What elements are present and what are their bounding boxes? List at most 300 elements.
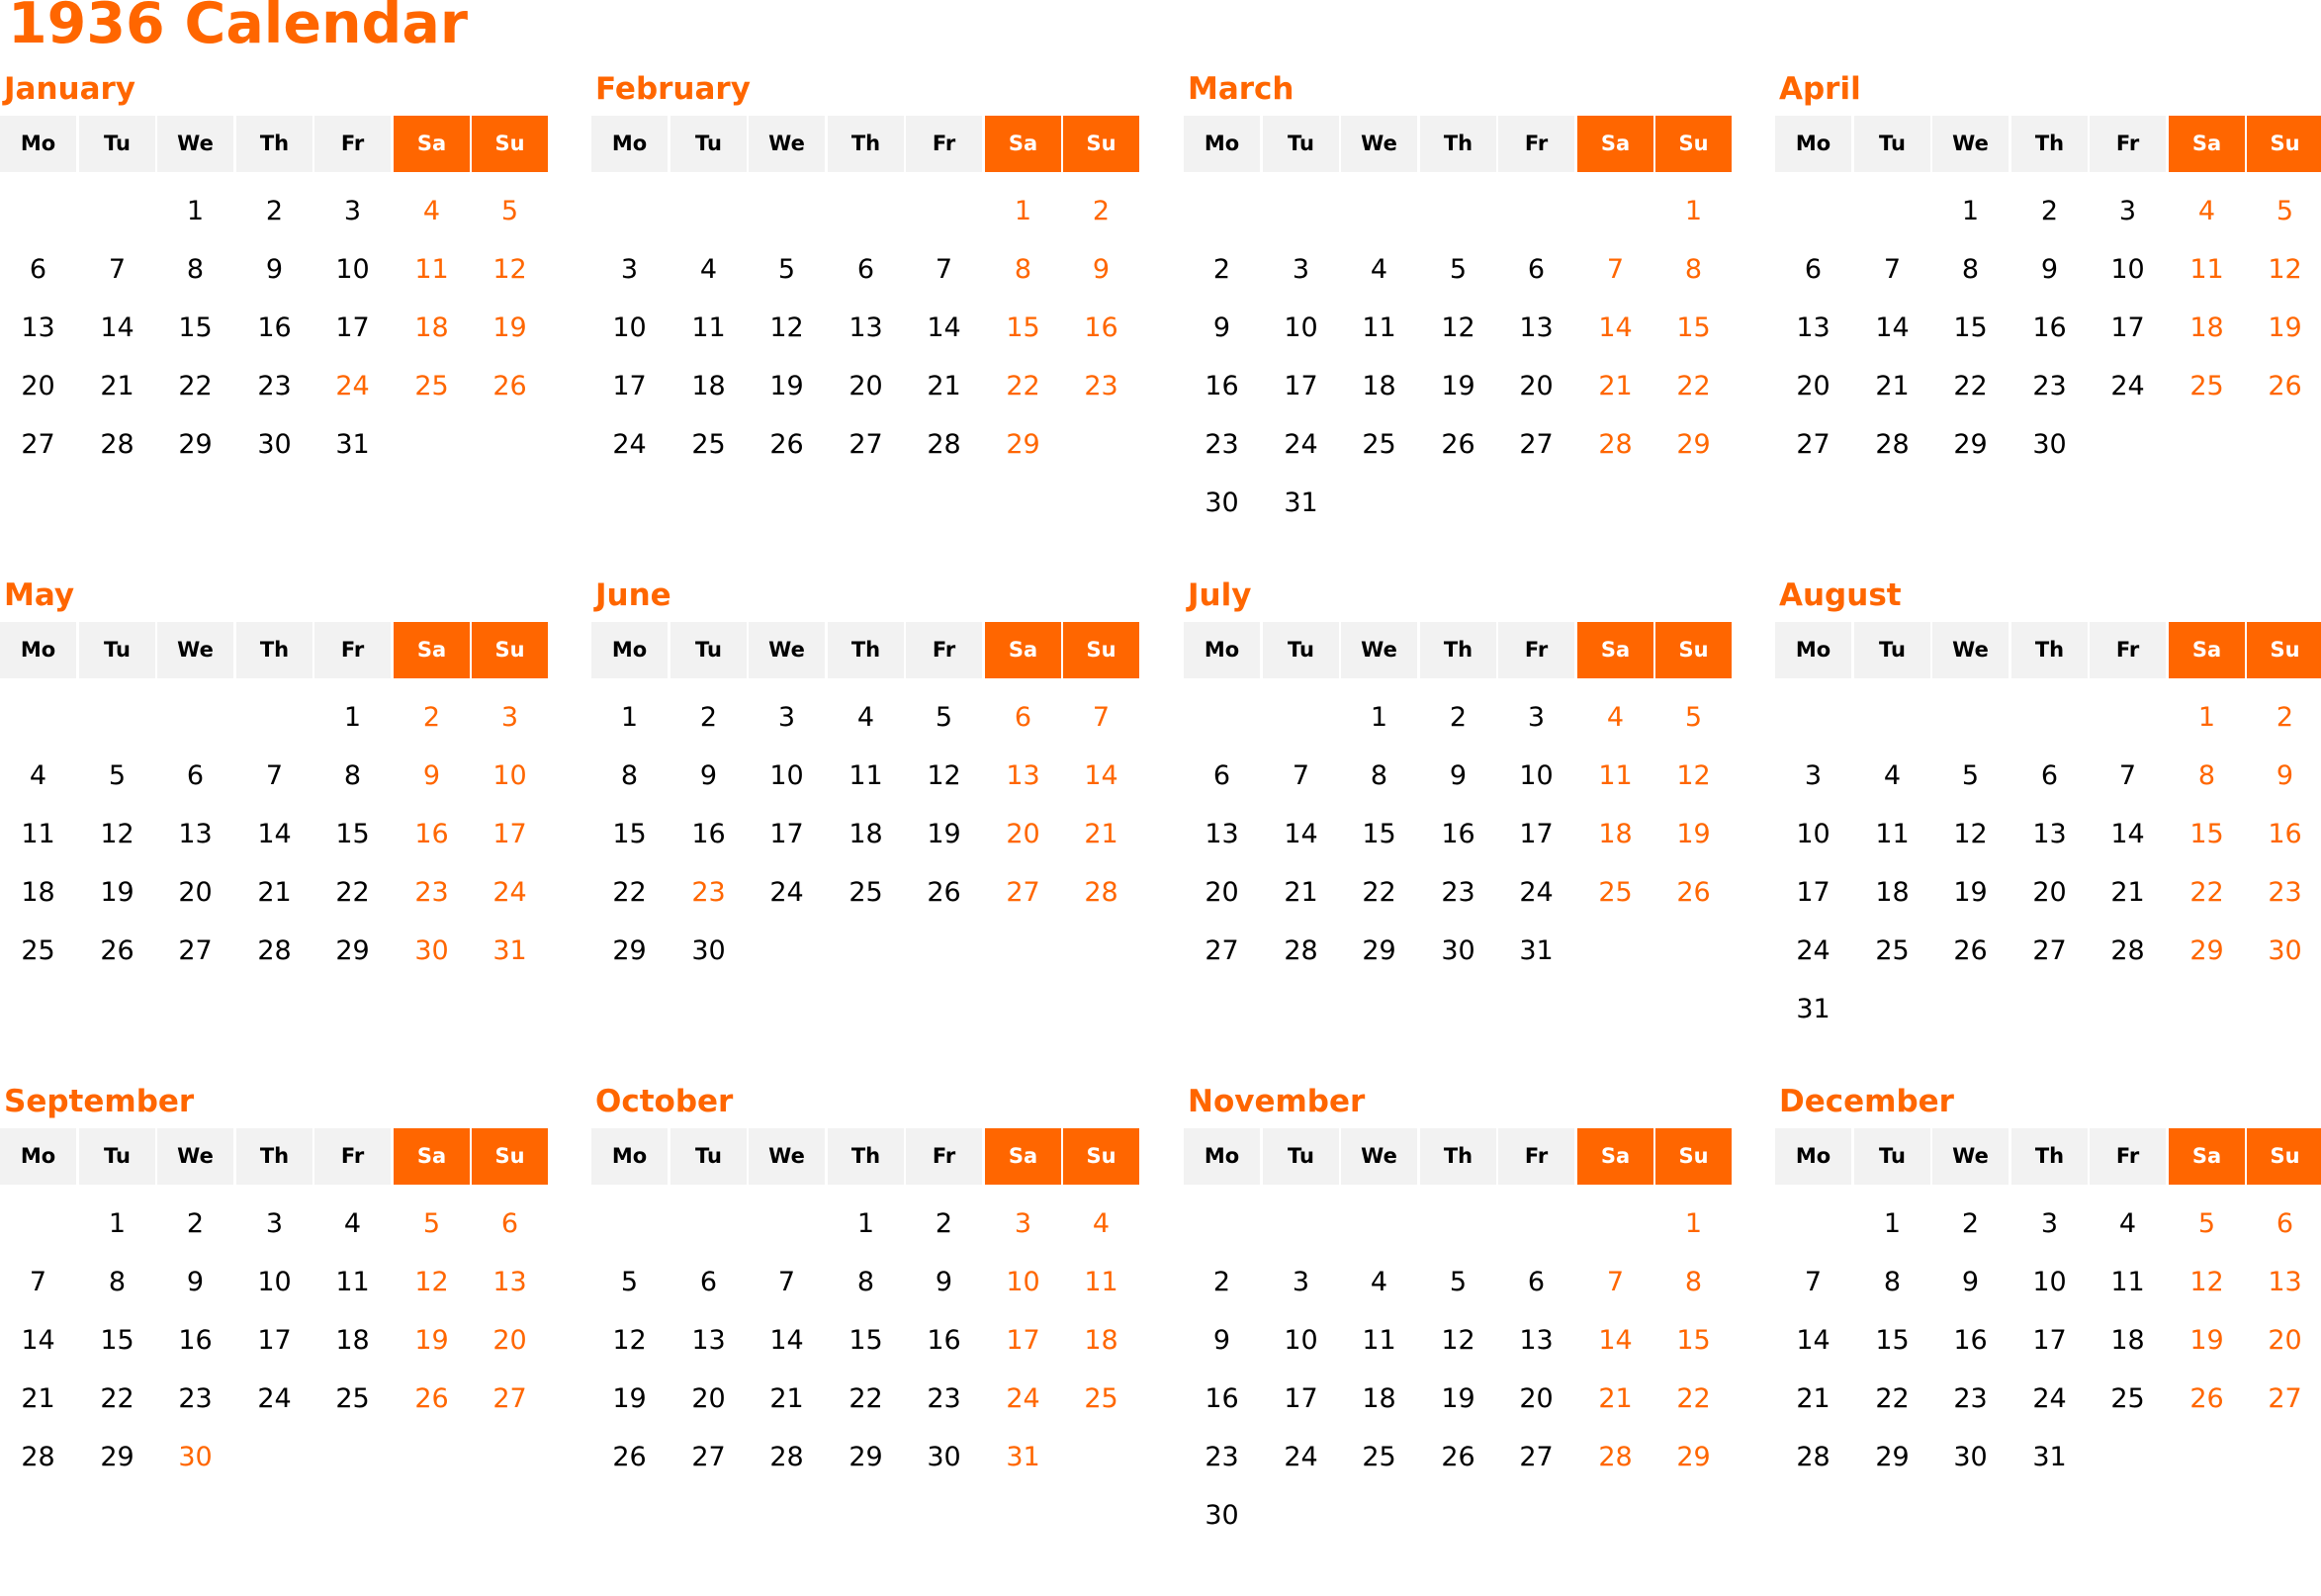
day-cell: 28: [927, 429, 961, 460]
day-cell: 18: [1598, 819, 1633, 849]
day-cell: 4: [2118, 1208, 2137, 1239]
day-cell: 29: [1953, 429, 1988, 460]
day-cell: 24: [769, 877, 804, 908]
weekday-header-sa: Sa: [2169, 622, 2245, 678]
day-cell: 5: [935, 702, 953, 733]
day-cell: 12: [1676, 760, 1711, 791]
weekday-header-th: Th: [2011, 116, 2088, 172]
day-cell: 23: [2268, 877, 2302, 908]
day-cell: 27: [1519, 429, 1554, 460]
day-cell: 11: [2189, 254, 2224, 285]
day-cell: 27: [848, 429, 883, 460]
day-cell: 21: [1598, 371, 1633, 401]
day-cell: 14: [2110, 819, 2145, 849]
day-cell: 25: [848, 877, 883, 908]
day-cell: 16: [178, 1325, 213, 1356]
day-cell: 11: [335, 1267, 370, 1297]
day-cell: 9: [1092, 254, 1111, 285]
day-cell: 18: [2189, 312, 2224, 343]
weekday-header-we: We: [1932, 1128, 2009, 1185]
day-cell: 1: [108, 1208, 127, 1239]
day-cell: 21: [257, 877, 292, 908]
day-cell: 12: [414, 1267, 449, 1297]
day-cell: 12: [1441, 312, 1475, 343]
day-cell: 29: [1875, 1442, 1910, 1472]
day-cell: 19: [492, 312, 527, 343]
weekday-header-su: Su: [2247, 622, 2321, 678]
day-cell: 7: [777, 1267, 796, 1297]
day-cell: 15: [1953, 312, 1988, 343]
weekday-header-row: [0, 622, 550, 678]
day-cell: 8: [1014, 254, 1032, 285]
day-grid: [1184, 678, 1734, 1090]
day-cell: 28: [21, 1442, 55, 1472]
day-cell: 30: [691, 935, 726, 966]
day-cell: 20: [691, 1383, 726, 1414]
weekday-header-sa: Sa: [2169, 116, 2245, 172]
day-cell: 13: [848, 312, 883, 343]
day-cell: 3: [1014, 1208, 1032, 1239]
month-name: June: [595, 577, 671, 613]
day-cell: 5: [1684, 702, 1703, 733]
day-cell: 27: [1006, 877, 1040, 908]
day-cell: 19: [1676, 819, 1711, 849]
weekday-header-mo: Mo: [591, 622, 668, 678]
weekday-header-su: Su: [2247, 116, 2321, 172]
day-cell: 12: [769, 312, 804, 343]
day-cell: 13: [1519, 1325, 1554, 1356]
day-cell: 25: [2189, 371, 2224, 401]
weekday-header-tu: Tu: [79, 622, 155, 678]
weekday-header-we: We: [1341, 1128, 1417, 1185]
weekday-header-row: [591, 116, 1141, 172]
day-cell: 11: [1084, 1267, 1118, 1297]
day-cell: 9: [699, 760, 718, 791]
day-cell: 17: [1284, 1383, 1318, 1414]
day-cell: 31: [1519, 935, 1554, 966]
day-cell: 8: [1961, 254, 1980, 285]
day-cell: 3: [1292, 1267, 1310, 1297]
day-cell: 16: [1084, 312, 1118, 343]
day-cell: 7: [2118, 760, 2137, 791]
month-name: August: [1779, 577, 1902, 613]
weekday-header-sa: Sa: [2169, 1128, 2245, 1185]
month-name: July: [1188, 577, 1252, 613]
day-cell: 27: [2032, 935, 2067, 966]
day-cell: 10: [492, 760, 527, 791]
weekday-header-fr: Fr: [2090, 116, 2166, 172]
day-cell: 29: [1362, 935, 1396, 966]
day-cell: 18: [1362, 371, 1396, 401]
day-cell: 26: [100, 935, 134, 966]
day-cell: 23: [1441, 877, 1475, 908]
day-cell: 15: [178, 312, 213, 343]
weekday-header-fr: Fr: [2090, 622, 2166, 678]
day-cell: 8: [1883, 1267, 1902, 1297]
weekday-header-fr: Fr: [906, 1128, 982, 1185]
day-cell: 20: [492, 1325, 527, 1356]
weekday-header-sa: Sa: [1577, 116, 1653, 172]
day-cell: 29: [848, 1442, 883, 1472]
weekday-header-th: Th: [2011, 1128, 2088, 1185]
day-cell: 24: [612, 429, 647, 460]
day-cell: 2: [265, 196, 284, 226]
day-cell: 3: [2118, 196, 2137, 226]
day-cell: 6: [2276, 1208, 2294, 1239]
day-cell: 11: [414, 254, 449, 285]
day-cell: 10: [1006, 1267, 1040, 1297]
weekday-header-su: Su: [472, 622, 548, 678]
day-cell: 19: [1441, 371, 1475, 401]
weekday-header-row: [1184, 622, 1734, 678]
day-cell: 25: [1084, 1383, 1118, 1414]
day-cell: 9: [186, 1267, 205, 1297]
day-cell: 14: [1875, 312, 1910, 343]
day-cell: 2: [699, 702, 718, 733]
day-cell: 5: [1449, 254, 1468, 285]
day-cell: 14: [257, 819, 292, 849]
day-cell: 13: [2268, 1267, 2302, 1297]
day-cell: 16: [257, 312, 292, 343]
day-cell: 10: [612, 312, 647, 343]
day-cell: 23: [691, 877, 726, 908]
weekday-header-sa: Sa: [1577, 622, 1653, 678]
day-cell: 29: [178, 429, 213, 460]
day-cell: 2: [1961, 1208, 1980, 1239]
weekday-header-row: [1775, 622, 2321, 678]
day-cell: 4: [1883, 760, 1902, 791]
weekday-header-th: Th: [1420, 622, 1496, 678]
day-cell: 25: [21, 935, 55, 966]
day-cell: 25: [2110, 1383, 2145, 1414]
day-cell: 10: [257, 1267, 292, 1297]
weekday-header-tu: Tu: [1854, 1128, 1930, 1185]
day-grid: [0, 1185, 550, 1596]
day-cell: 23: [1205, 429, 1239, 460]
month-july: [1184, 576, 1734, 1090]
day-cell: 9: [1212, 1325, 1231, 1356]
day-cell: 17: [612, 371, 647, 401]
day-cell: 14: [769, 1325, 804, 1356]
day-cell: 26: [1676, 877, 1711, 908]
day-cell: 18: [848, 819, 883, 849]
day-cell: 30: [2268, 935, 2302, 966]
day-cell: 7: [1606, 1267, 1625, 1297]
day-grid: [0, 172, 550, 583]
day-cell: 28: [1598, 429, 1633, 460]
day-cell: 13: [1519, 312, 1554, 343]
month-name: January: [4, 71, 136, 107]
day-cell: 16: [414, 819, 449, 849]
weekday-header-sa: Sa: [985, 116, 1061, 172]
weekday-header-su: Su: [1063, 1128, 1139, 1185]
weekday-header-fr: Fr: [1498, 116, 1574, 172]
day-cell: 21: [1875, 371, 1910, 401]
day-cell: 15: [1676, 1325, 1711, 1356]
day-cell: 3: [620, 254, 639, 285]
day-cell: 20: [1006, 819, 1040, 849]
page-title: 1936 Calendar: [8, 0, 468, 56]
day-cell: 21: [1284, 877, 1318, 908]
day-cell: 23: [1205, 1442, 1239, 1472]
day-cell: 22: [100, 1383, 134, 1414]
day-cell: 21: [2110, 877, 2145, 908]
day-cell: 7: [1606, 254, 1625, 285]
day-cell: 6: [1804, 254, 1823, 285]
weekday-header-fr: Fr: [314, 116, 391, 172]
day-cell: 22: [848, 1383, 883, 1414]
weekday-header-fr: Fr: [906, 116, 982, 172]
day-cell: 30: [257, 429, 292, 460]
day-cell: 10: [1519, 760, 1554, 791]
day-cell: 1: [1014, 196, 1032, 226]
day-cell: 26: [927, 877, 961, 908]
day-cell: 2: [1449, 702, 1468, 733]
day-cell: 11: [1598, 760, 1633, 791]
month-name: December: [1779, 1084, 1954, 1119]
weekday-header-tu: Tu: [79, 1128, 155, 1185]
day-cell: 25: [335, 1383, 370, 1414]
day-cell: 29: [1676, 1442, 1711, 1472]
weekday-header-we: We: [749, 1128, 825, 1185]
day-cell: 17: [1519, 819, 1554, 849]
day-cell: 1: [1684, 1208, 1703, 1239]
day-cell: 27: [1796, 429, 1830, 460]
day-cell: 8: [1684, 254, 1703, 285]
weekday-header-row: [591, 1128, 1141, 1185]
day-cell: 6: [1527, 254, 1546, 285]
month-name: May: [4, 577, 75, 613]
day-cell: 15: [1362, 819, 1396, 849]
day-cell: 2: [422, 702, 441, 733]
day-cell: 22: [1676, 371, 1711, 401]
day-cell: 1: [1883, 1208, 1902, 1239]
weekday-header-mo: Mo: [0, 622, 76, 678]
day-cell: 20: [1519, 371, 1554, 401]
day-cell: 28: [1084, 877, 1118, 908]
day-cell: 22: [1875, 1383, 1910, 1414]
day-cell: 17: [1006, 1325, 1040, 1356]
day-cell: 18: [691, 371, 726, 401]
day-cell: 13: [492, 1267, 527, 1297]
day-cell: 6: [699, 1267, 718, 1297]
day-cell: 27: [2268, 1383, 2302, 1414]
day-cell: 23: [257, 371, 292, 401]
day-cell: 29: [2189, 935, 2224, 966]
weekday-header-row: [0, 1128, 550, 1185]
day-cell: 19: [100, 877, 134, 908]
day-cell: 8: [2197, 760, 2216, 791]
day-cell: 24: [1796, 935, 1830, 966]
month-december: [1775, 1082, 2321, 1596]
weekday-header-tu: Tu: [79, 116, 155, 172]
day-cell: 15: [335, 819, 370, 849]
day-cell: 19: [1441, 1383, 1475, 1414]
day-cell: 27: [1205, 935, 1239, 966]
day-cell: 5: [777, 254, 796, 285]
day-cell: 26: [492, 371, 527, 401]
day-cell: 24: [257, 1383, 292, 1414]
day-cell: 5: [108, 760, 127, 791]
month-june: [591, 576, 1141, 1090]
day-cell: 19: [927, 819, 961, 849]
day-cell: 1: [620, 702, 639, 733]
day-cell: 2: [2040, 196, 2059, 226]
day-cell: 27: [21, 429, 55, 460]
day-cell: 7: [265, 760, 284, 791]
day-cell: 3: [1292, 254, 1310, 285]
month-april: [1775, 69, 2321, 583]
day-cell: 12: [2189, 1267, 2224, 1297]
day-cell: 26: [612, 1442, 647, 1472]
day-cell: 23: [2032, 371, 2067, 401]
day-cell: 11: [2110, 1267, 2145, 1297]
day-cell: 20: [2268, 1325, 2302, 1356]
day-cell: 28: [1796, 1442, 1830, 1472]
month-january: [0, 69, 550, 583]
day-cell: 24: [492, 877, 527, 908]
day-cell: 30: [2032, 429, 2067, 460]
day-cell: 21: [1598, 1383, 1633, 1414]
day-cell: 8: [186, 254, 205, 285]
day-cell: 5: [422, 1208, 441, 1239]
day-cell: 14: [1084, 760, 1118, 791]
day-cell: 6: [856, 254, 875, 285]
day-cell: 7: [1092, 702, 1111, 733]
day-cell: 23: [1084, 371, 1118, 401]
day-cell: 26: [1441, 1442, 1475, 1472]
day-cell: 12: [100, 819, 134, 849]
weekday-header-sa: Sa: [394, 622, 470, 678]
day-cell: 19: [769, 371, 804, 401]
day-cell: 17: [492, 819, 527, 849]
day-cell: 1: [1684, 196, 1703, 226]
day-cell: 18: [1084, 1325, 1118, 1356]
day-cell: 6: [1527, 1267, 1546, 1297]
day-cell: 18: [1362, 1383, 1396, 1414]
day-cell: 16: [2268, 819, 2302, 849]
day-cell: 16: [2032, 312, 2067, 343]
day-cell: 28: [1598, 1442, 1633, 1472]
day-cell: 3: [2040, 1208, 2059, 1239]
day-cell: 21: [21, 1383, 55, 1414]
weekday-header-mo: Mo: [591, 1128, 668, 1185]
day-cell: 13: [178, 819, 213, 849]
weekday-header-row: [1775, 1128, 2321, 1185]
day-cell: 25: [691, 429, 726, 460]
weekday-header-mo: Mo: [0, 1128, 76, 1185]
day-cell: 20: [2032, 877, 2067, 908]
day-grid: [1775, 678, 2321, 1090]
day-cell: 27: [1519, 1442, 1554, 1472]
day-cell: 17: [335, 312, 370, 343]
weekday-header-th: Th: [1420, 116, 1496, 172]
weekday-header-we: We: [157, 116, 233, 172]
day-cell: 5: [620, 1267, 639, 1297]
month-november: [1184, 1082, 1734, 1596]
month-name: September: [4, 1084, 195, 1119]
day-cell: 20: [1796, 371, 1830, 401]
day-cell: 24: [1006, 1383, 1040, 1414]
day-cell: 17: [2110, 312, 2145, 343]
day-grid: [1184, 172, 1734, 583]
day-cell: 18: [414, 312, 449, 343]
day-cell: 2: [186, 1208, 205, 1239]
day-cell: 17: [1284, 371, 1318, 401]
weekday-header-su: Su: [1063, 622, 1139, 678]
weekday-header-fr: Fr: [1498, 622, 1574, 678]
weekday-header-su: Su: [1655, 622, 1732, 678]
day-cell: 4: [1370, 1267, 1388, 1297]
day-cell: 28: [769, 1442, 804, 1472]
day-cell: 24: [335, 371, 370, 401]
weekday-header-row: [0, 116, 550, 172]
day-cell: 23: [414, 877, 449, 908]
weekday-header-th: Th: [236, 116, 312, 172]
month-may: [0, 576, 550, 1090]
day-cell: 6: [186, 760, 205, 791]
day-cell: 29: [335, 935, 370, 966]
day-cell: 9: [1212, 312, 1231, 343]
day-cell: 3: [777, 702, 796, 733]
day-cell: 30: [1441, 935, 1475, 966]
day-cell: 26: [2268, 371, 2302, 401]
day-cell: 14: [21, 1325, 55, 1356]
day-cell: 26: [1441, 429, 1475, 460]
day-cell: 18: [2110, 1325, 2145, 1356]
weekday-header-fr: Fr: [2090, 1128, 2166, 1185]
weekday-header-we: We: [749, 116, 825, 172]
day-cell: 10: [1284, 312, 1318, 343]
day-grid: [1775, 172, 2321, 583]
day-cell: 21: [1084, 819, 1118, 849]
day-cell: 28: [257, 935, 292, 966]
day-cell: 20: [848, 371, 883, 401]
day-cell: 6: [500, 1208, 519, 1239]
month-march: [1184, 69, 1734, 583]
day-cell: 20: [1519, 1383, 1554, 1414]
day-cell: 2: [1092, 196, 1111, 226]
day-cell: 7: [935, 254, 953, 285]
day-cell: 15: [1006, 312, 1040, 343]
day-cell: 22: [1953, 371, 1988, 401]
weekday-header-sa: Sa: [1577, 1128, 1653, 1185]
month-name: March: [1188, 71, 1294, 107]
day-cell: 21: [927, 371, 961, 401]
weekday-header-row: [1775, 116, 2321, 172]
day-cell: 13: [1205, 819, 1239, 849]
day-cell: 1: [343, 702, 362, 733]
weekday-header-sa: Sa: [394, 116, 470, 172]
weekday-header-mo: Mo: [1775, 622, 1851, 678]
day-cell: 24: [2032, 1383, 2067, 1414]
day-cell: 21: [1796, 1383, 1830, 1414]
weekday-header-tu: Tu: [1854, 622, 1930, 678]
day-cell: 16: [927, 1325, 961, 1356]
day-cell: 14: [1598, 1325, 1633, 1356]
weekday-header-fr: Fr: [314, 622, 391, 678]
day-cell: 12: [1953, 819, 1988, 849]
day-cell: 28: [1875, 429, 1910, 460]
day-cell: 29: [1676, 429, 1711, 460]
day-cell: 19: [2268, 312, 2302, 343]
day-cell: 17: [1796, 877, 1830, 908]
weekday-header-sa: Sa: [394, 1128, 470, 1185]
day-cell: 8: [1370, 760, 1388, 791]
day-cell: 8: [1684, 1267, 1703, 1297]
weekday-header-fr: Fr: [906, 622, 982, 678]
weekday-header-mo: Mo: [0, 116, 76, 172]
